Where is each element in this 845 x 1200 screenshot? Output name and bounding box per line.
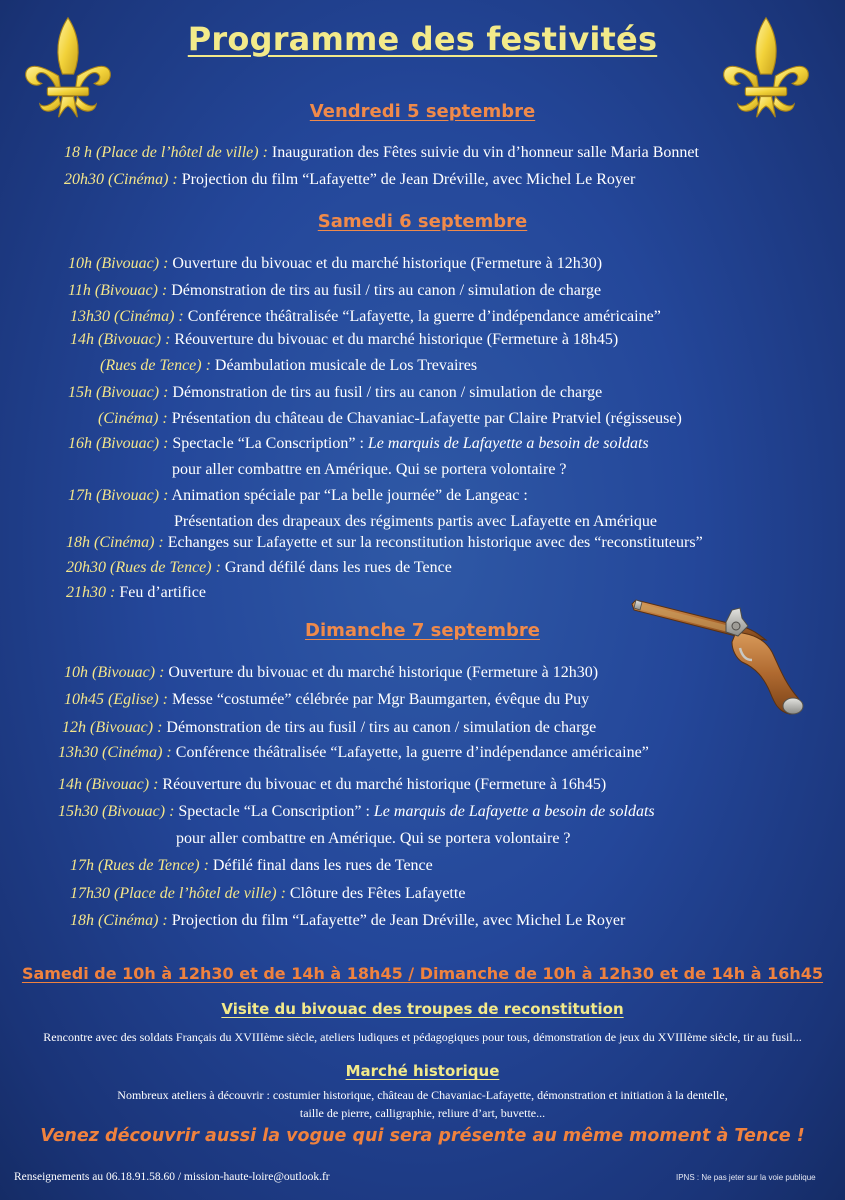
event-sunday-6-continued: pour aller combattre en Amérique. Qui se portera volontaire ?	[176, 830, 571, 847]
event-sunday-5: 14h (Bivouac) : Réouverture du bivouac et du marché historique (Fermeture à 16h45)	[58, 776, 607, 793]
market-description-line2: taille de pierre, calligraphie, reliure d’art, buvette...	[299, 1106, 546, 1120]
tagline: Venez découvrir aussi la vogue qui sera présente au même moment à Tence !	[40, 1126, 805, 1146]
event-sunday-4: 13h30 (Cinéma) : Conférence théâtralisée “Lafayette, la guerre d’indépendance américaine”	[58, 744, 649, 761]
contact-info: Renseignements au 06.18.91.58.60 / mission-haute-loire@outlook.fr	[14, 1171, 330, 1183]
day-title-friday: Vendredi 5 septembre	[309, 101, 536, 122]
event-saturday-11: 20h30 (Rues de Tence) : Grand défilé dans les rues de Tence	[66, 559, 452, 576]
event-sunday-6: 15h30 (Bivouac) : Spectacle “La Conscription” : Le marquis de Lafayette a besoin de soldats	[58, 803, 655, 820]
event-saturday-12: 21h30 : Feu d’artifice	[66, 584, 206, 601]
event-saturday-6: 15h (Bivouac) : Démonstration de tirs au fusil / tirs au canon / simulation de charge	[68, 384, 603, 401]
bivouac-description: Rencontre avec des soldats Français du XVIIIème siècle, ateliers ludiques et pédagogiques pour tous, démonstration de jeux du XVIIIème siècle, tir au fusil...	[43, 1030, 802, 1044]
event-saturday-1: 10h (Bivouac) : Ouverture du bivouac et du marché historique (Fermeture à 12h30)	[68, 255, 603, 272]
market-title: Marché historique	[345, 1062, 500, 1080]
event-sunday-7: 17h (Rues de Tence) : Défilé final dans les rues de Tence	[70, 857, 433, 874]
event-saturday-4: 14h (Bivouac) : Réouverture du bivouac et du marché historique (Fermeture à 18h45)	[70, 331, 619, 348]
event-sunday-3: 12h (Bivouac) : Démonstration de tirs au fusil / tirs au canon / simulation de charge	[62, 719, 597, 736]
event-saturday-3: 13h30 (Cinéma) : Conférence théâtralisée “Lafayette, la guerre d’indépendance américaine”	[70, 308, 661, 325]
page-title: Programme des festivités	[187, 20, 658, 58]
event-saturday-8: 16h (Bivouac) : Spectacle “La Conscription” : Le marquis de Lafayette a besoin de soldats	[68, 435, 649, 452]
event-saturday-9: 17h (Bivouac) : Animation spéciale par “La belle journée” de Langeac :	[68, 487, 528, 504]
flintlock-pistol-icon	[628, 596, 808, 718]
event-sunday-8: 17h30 (Place de l’hôtel de ville) : Clôture des Fêtes Lafayette	[70, 885, 466, 902]
event-friday-2: 20h30 (Cinéma) : Projection du film “Lafayette” de Jean Dréville, avec Michel Le Royer	[64, 171, 636, 188]
day-title-sunday: Dimanche 7 septembre	[305, 620, 540, 641]
event-saturday-7: (Cinéma) : Présentation du château de Chavaniac-Lafayette par Claire Pratviel (régisseuse)	[98, 410, 682, 427]
event-saturday-9-continued: Présentation des drapeaux des régiments partis avec Lafayette en Amérique	[174, 513, 657, 530]
event-friday-1: 18 h (Place de l’hôtel de ville) : Inauguration des Fêtes suivie du vin d’honneur salle Maria Bonnet	[64, 144, 699, 161]
event-saturday-10: 18h (Cinéma) : Echanges sur Lafayette et sur la reconstitution historique avec des “reconstituteurs”	[66, 534, 703, 551]
market-description-line1: Nombreux ateliers à découvrir : costumier historique, château de Chavaniac-Lafayette, démonstration et initiation à la dentelle,	[117, 1088, 728, 1102]
ipns-notice: IPNS : Ne pas jeter sur la voie publique	[676, 1173, 816, 1182]
event-sunday-1: 10h (Bivouac) : Ouverture du bivouac et du marché historique (Fermeture à 12h30)	[64, 664, 599, 681]
opening-hours-banner: Samedi de 10h à 12h30 et de 14h à 18h45 / Dimanche de 10h à 12h30 et de 14h à 16h45	[21, 964, 824, 983]
event-saturday-8-continued: pour aller combattre en Amérique. Qui se portera volontaire ?	[172, 461, 567, 478]
event-sunday-2: 10h45 (Eglise) : Messe “costumée” célébrée par Mgr Baumgarten, évêque du Puy	[64, 691, 590, 708]
event-saturday-5: (Rues de Tence) : Déambulation musicale de Los Trevaires	[100, 357, 478, 374]
bivouac-title: Visite du bivouac des troupes de reconstitution	[221, 1000, 624, 1018]
event-sunday-9: 18h (Cinéma) : Projection du film “Lafayette” de Jean Dréville, avec Michel Le Royer	[70, 912, 626, 929]
day-title-saturday: Samedi 6 septembre	[317, 211, 528, 232]
event-saturday-2: 11h (Bivouac) : Démonstration de tirs au fusil / tirs au canon / simulation de charge	[68, 282, 602, 299]
